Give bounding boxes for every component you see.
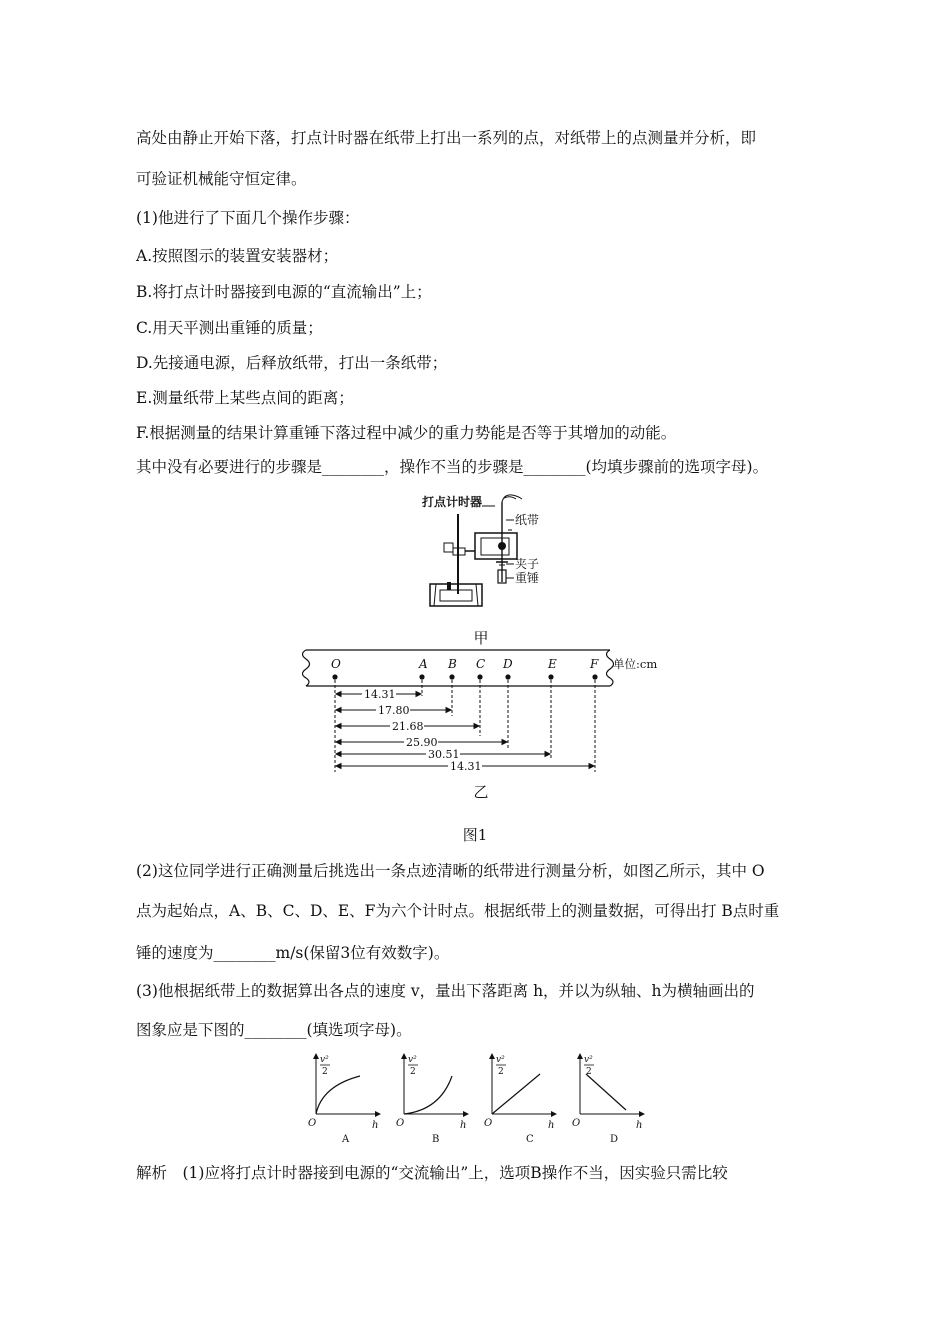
distance-of: 14.31 <box>450 760 482 773</box>
graph-d-option-label: D <box>610 1134 619 1145</box>
point-label-a: A <box>419 657 428 671</box>
graph-c-option-label: C <box>526 1134 534 1145</box>
caption-jia: 甲 <box>473 629 489 647</box>
graph-a-origin: O <box>308 1118 317 1129</box>
graph-c-xlabel: h <box>548 1120 555 1131</box>
graph-d-ylabel-den: 2 <box>586 1067 592 1077</box>
distance-oe: 30.51 <box>428 748 460 761</box>
graph-b-xlabel: h <box>460 1120 467 1131</box>
option-graphs <box>300 1048 660 1148</box>
question-2-line-1: (2)这位同学进行正确测量后挑选出一条点迹清晰的纸带进行测量分析，如图乙所示，其中 O <box>136 862 765 880</box>
question-3-line-1: (3)他根据纸带上的数据算出各点的速度 v，量出下落距离 h，并以为纵轴、h为横轴画出的 <box>136 982 755 1000</box>
caption-yi: 乙 <box>473 783 489 801</box>
point-label-c: C <box>476 657 486 671</box>
graph-b-origin: O <box>396 1118 405 1129</box>
graph-d-xlabel: h <box>636 1120 643 1131</box>
point-label-f: F <box>590 657 599 671</box>
distance-ob: 17.80 <box>378 704 410 717</box>
tape-dot-c <box>477 674 482 679</box>
step-a: A.按照图示的装置安装器材； <box>136 247 339 265</box>
point-label-e: E <box>548 657 557 671</box>
analysis-text: 解析 (1)应将打点计时器接到电源的“交流输出”上，选项B操作不当，因实验只需比较 <box>136 1164 728 1182</box>
graph-c-ylabel-den: 2 <box>498 1067 504 1077</box>
tape-dot-o <box>332 674 337 679</box>
question-3-line-2: 图象应是下图的________(填选项字母)。 <box>136 1021 412 1039</box>
paragraph-1: 高处由静止开始下落，打点计时器在纸带上打出一系列的点，对纸带上的点测量并分析，即 <box>136 129 757 147</box>
graph-option-c <box>484 1054 556 1145</box>
paragraph-2: 可验证机械能守恒定律。 <box>136 170 307 188</box>
distance-od: 25.90 <box>406 736 438 749</box>
graph-c-ylabel-num: v² <box>496 1055 505 1065</box>
label-weight: 重锤 <box>515 571 540 585</box>
point-label-d: D <box>503 657 513 671</box>
distance-oa: 14.31 <box>364 688 396 701</box>
question-2-line-2: 点为起始点，A、B、C、D、E、F为六个计时点。根据纸带上的测量数据，可得出打 B点时重 <box>136 902 780 920</box>
paper-tape-figure <box>298 644 698 776</box>
distance-oc: 21.68 <box>392 720 424 733</box>
graph-option-d <box>572 1054 644 1145</box>
tape-dot-f <box>592 674 597 679</box>
graph-b-ylabel-den: 2 <box>410 1067 416 1077</box>
graph-a-option-label: A <box>342 1134 350 1145</box>
graph-b-ylabel-num: v² <box>408 1055 417 1065</box>
step-c: C.用天平测出重锤的质量； <box>136 319 323 337</box>
graph-c-origin: O <box>484 1118 493 1129</box>
step-e: E.测量纸带上某些点间的距离； <box>136 389 354 407</box>
graph-a-ylabel-num: v² <box>320 1055 329 1065</box>
graph-d-origin: O <box>572 1118 581 1129</box>
tape-dot-e <box>548 674 553 679</box>
graph-a-xlabel: h <box>372 1120 379 1131</box>
point-label-o: O <box>331 657 341 671</box>
tape-dot-a <box>419 674 424 679</box>
step-d: D.先接通电源，后释放纸带，打出一条纸带； <box>136 354 448 372</box>
graph-a-ylabel-den: 2 <box>322 1067 328 1077</box>
step-f: F.根据测量的结果计算重锤下落过程中减少的重力势能是否等于其增加的动能。 <box>136 424 677 442</box>
tape-unit-label: 单位:cm <box>613 657 658 671</box>
step-b: B.将打点计时器接到电源的“直流输出”上； <box>136 283 432 301</box>
label-timer: 打点计时器 <box>422 495 483 509</box>
tape-dot-b <box>449 674 454 679</box>
question-1-stem: (1)他进行了下面几个操作步骤： <box>136 209 360 227</box>
question-2-line-3: 锤的速度为________m/s(保留3位有效数字)。 <box>136 944 450 962</box>
graph-option-a <box>308 1054 380 1145</box>
tape-dot-d <box>505 674 510 679</box>
graph-d-ylabel-num: v² <box>584 1055 593 1065</box>
point-label-b: B <box>448 657 457 671</box>
graph-b-option-label: B <box>432 1134 440 1145</box>
label-tape: 纸带 <box>515 513 540 527</box>
label-clip: 夹子 <box>515 557 540 571</box>
figure-caption: 图1 <box>462 826 488 844</box>
apparatus-figure <box>420 488 580 614</box>
graph-option-b <box>396 1054 468 1145</box>
question-1-blank: 其中没有必要进行的步骤是________，操作不当的步骤是________(均填步骤前的选项字母)。 <box>136 458 769 476</box>
